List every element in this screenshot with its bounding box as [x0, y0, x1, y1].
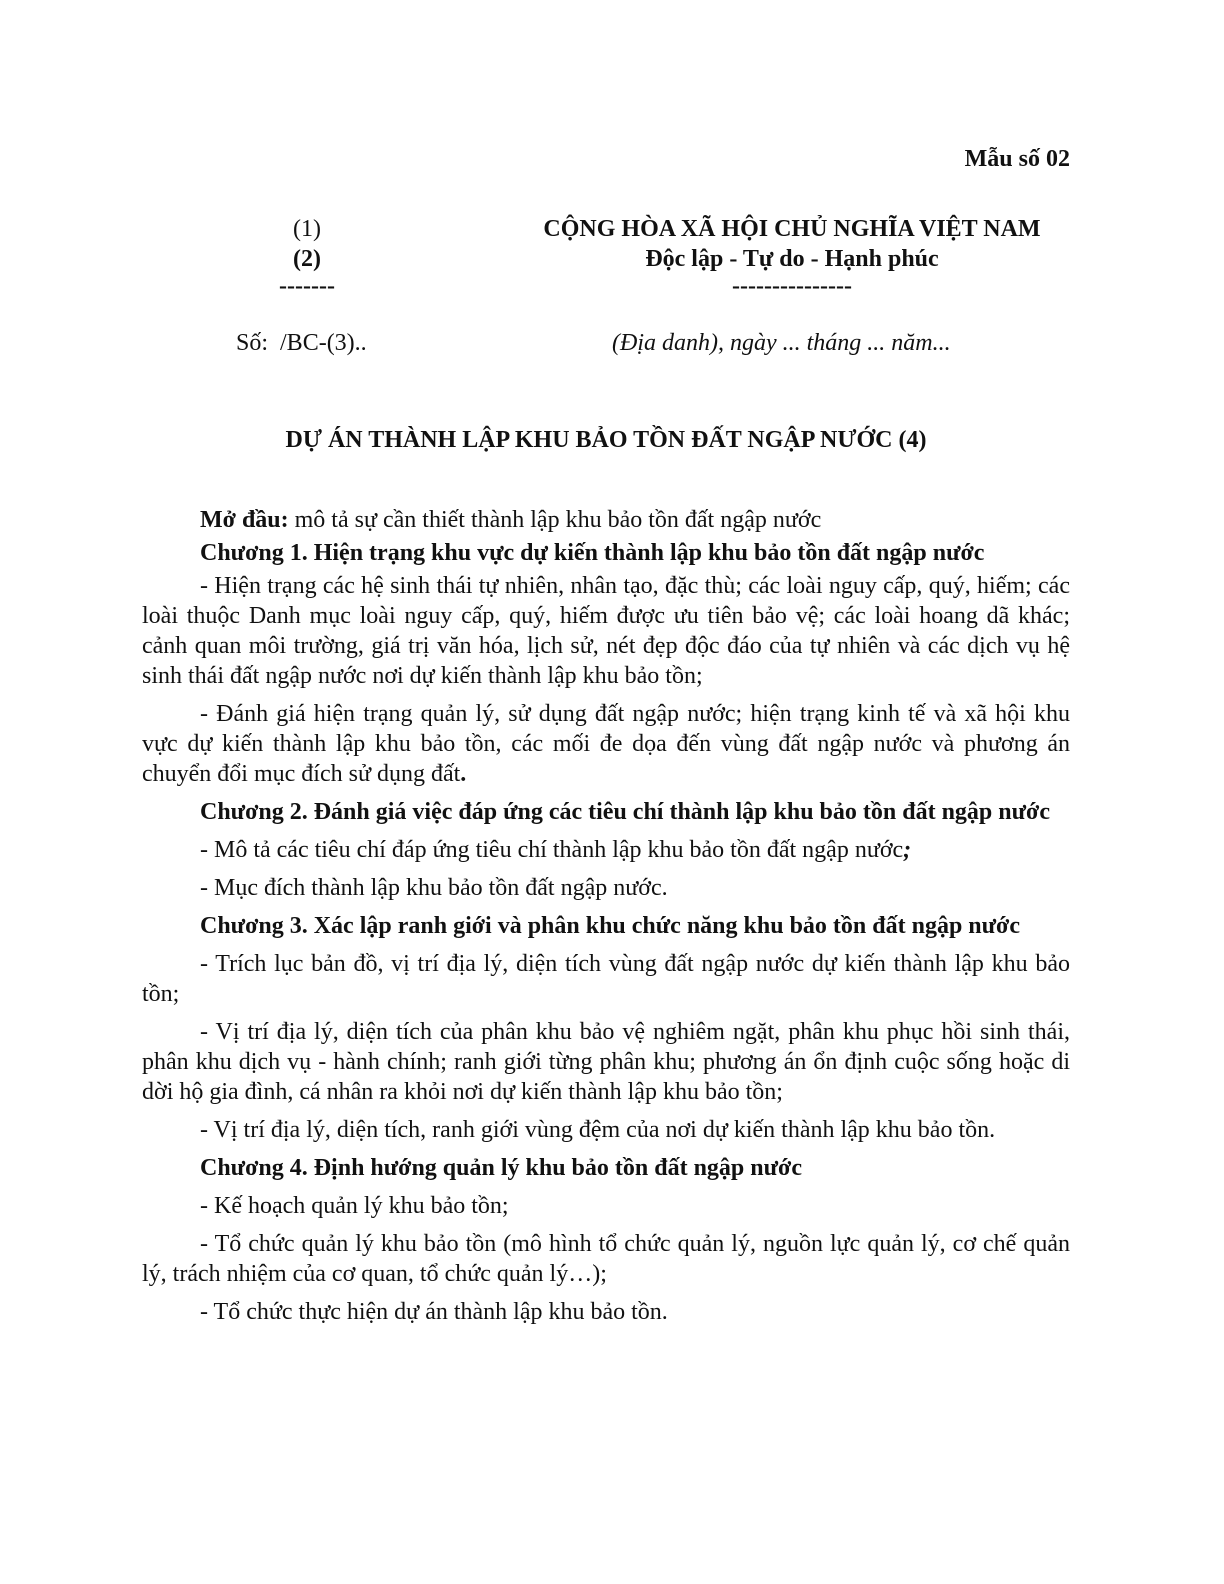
country-name: CỘNG HÒA XÃ HỘI CHỦ NGHĨA VIỆT NAM: [543, 216, 1041, 242]
document-body: [142, 505, 1070, 1335]
national-motto: Độc lập - Tự do - Hạnh phúc: [645, 246, 939, 272]
document-header: [142, 214, 1070, 304]
document-page: [142, 0, 1070, 1584]
agency-divider: -------: [279, 273, 335, 299]
intro-text: mô tả sự cần thiết thành lập khu bảo tồn đất ngập nước: [288, 507, 822, 533]
chapter-1-item-1: - Hiện trạng các hệ sinh thái tự nhiên, nhân tạo, đặc thù; các loài nguy cấp, quý, hiếm; các loài thuộc Danh mục loài nguy cấp, quý, hiếm được ưu tiên bảo vệ; các loài hoang dã khác; cảnh quan môi trường, giá trị văn hóa, lịch sử, nét đẹp độc đáo của tự nhiên và các dịch vụ hệ sinh thái đất ngập nước nơi dự kiến thành lập khu bảo tồn;: [142, 573, 1070, 689]
chapter-2-item-1-text: - Mô tả các tiêu chí đáp ứng tiêu chí thành lập khu bảo tồn đất ngập nước: [200, 837, 904, 863]
chapter-3-item-2: - Vị trí địa lý, diện tích của phân khu bảo vệ nghiêm ngặt, phân khu phục hồi sinh thái, phân khu dịch vụ - hành chính; ranh giới từng phân khu; phương án ổn định cuộc sống hoặc di dời hộ gia đình, cá nhân ra khỏi nơi dự kiến thành lập khu bảo tồn;: [142, 1019, 1070, 1105]
form-number: Mẫu số 02: [964, 146, 1070, 172]
chapter-1-heading: Chương 1. Hiện trạng khu vực dự kiến thành lập khu bảo tồn đất ngập nước: [200, 540, 985, 566]
issuing-agency-block: [202, 214, 412, 298]
chapter-2-item-1: [142, 835, 1070, 865]
agency-line-1: (1): [293, 216, 321, 242]
chapter-4-heading: Chương 4. Định hướng quản lý khu bảo tồn đất ngập nước: [200, 1155, 802, 1181]
chapter-1-item-2: [142, 699, 1070, 789]
chapter-4-item-3: - Tổ chức thực hiện dự án thành lập khu bảo tồn.: [200, 1299, 668, 1325]
chapter-2-item-2: - Mục đích thành lập khu bảo tồn đất ngập nước.: [200, 875, 668, 901]
motto-divider: ---------------: [732, 273, 852, 299]
national-title-block: [502, 214, 1082, 298]
chapter-2-heading: Chương 2. Đánh giá việc đáp ứng các tiêu chí thành lập khu bảo tồn đất ngập nước: [200, 799, 1050, 825]
chapter-3-item-3: - Vị trí địa lý, diện tích, ranh giới vùng đệm của nơi dự kiến thành lập khu bảo tồn.: [200, 1117, 996, 1143]
agency-line-2: (2): [293, 246, 321, 272]
reference-row: [142, 328, 1070, 360]
reference-number: Số: /BC-(3)..: [236, 330, 367, 356]
intro-label: Mở đầu:: [200, 507, 289, 533]
chapter-1-item-2-end: .: [460, 761, 467, 787]
chapter-1-item-2-text: - Đánh giá hiện trạng quản lý, sử dụng đất ngập nước; hiện trạng kinh tế và xã hội khu vực dự kiến thành lập khu bảo tồn, các mối đe dọa đến vùng đất ngập nước và phương án chuyển đổi mục đích sử dụng đất: [142, 701, 1070, 787]
chapter-2-item-1-end: ;: [903, 837, 912, 863]
chapter-3-item-1: - Trích lục bản đồ, vị trí địa lý, diện tích vùng đất ngập nước dự kiến thành lập khu bảo tồn;: [142, 951, 1070, 1007]
chapter-3-heading: Chương 3. Xác lập ranh giới và phân khu chức năng khu bảo tồn đất ngập nước: [200, 913, 1020, 939]
intro-paragraph: [142, 505, 1070, 535]
chapter-4-item-2: - Tổ chức quản lý khu bảo tồn (mô hình tổ chức quản lý, nguồn lực quản lý, cơ chế quản lý, trách nhiệm của cơ quan, tổ chức quản lý…);: [142, 1231, 1070, 1287]
document-title: DỰ ÁN THÀNH LẬP KHU BẢO TỒN ĐẤT NGẬP NƯỚC (4): [285, 427, 927, 453]
place-and-date: (Địa danh), ngày ... tháng ... năm...: [612, 330, 951, 356]
chapter-4-item-1: - Kế hoạch quản lý khu bảo tồn;: [200, 1193, 509, 1219]
